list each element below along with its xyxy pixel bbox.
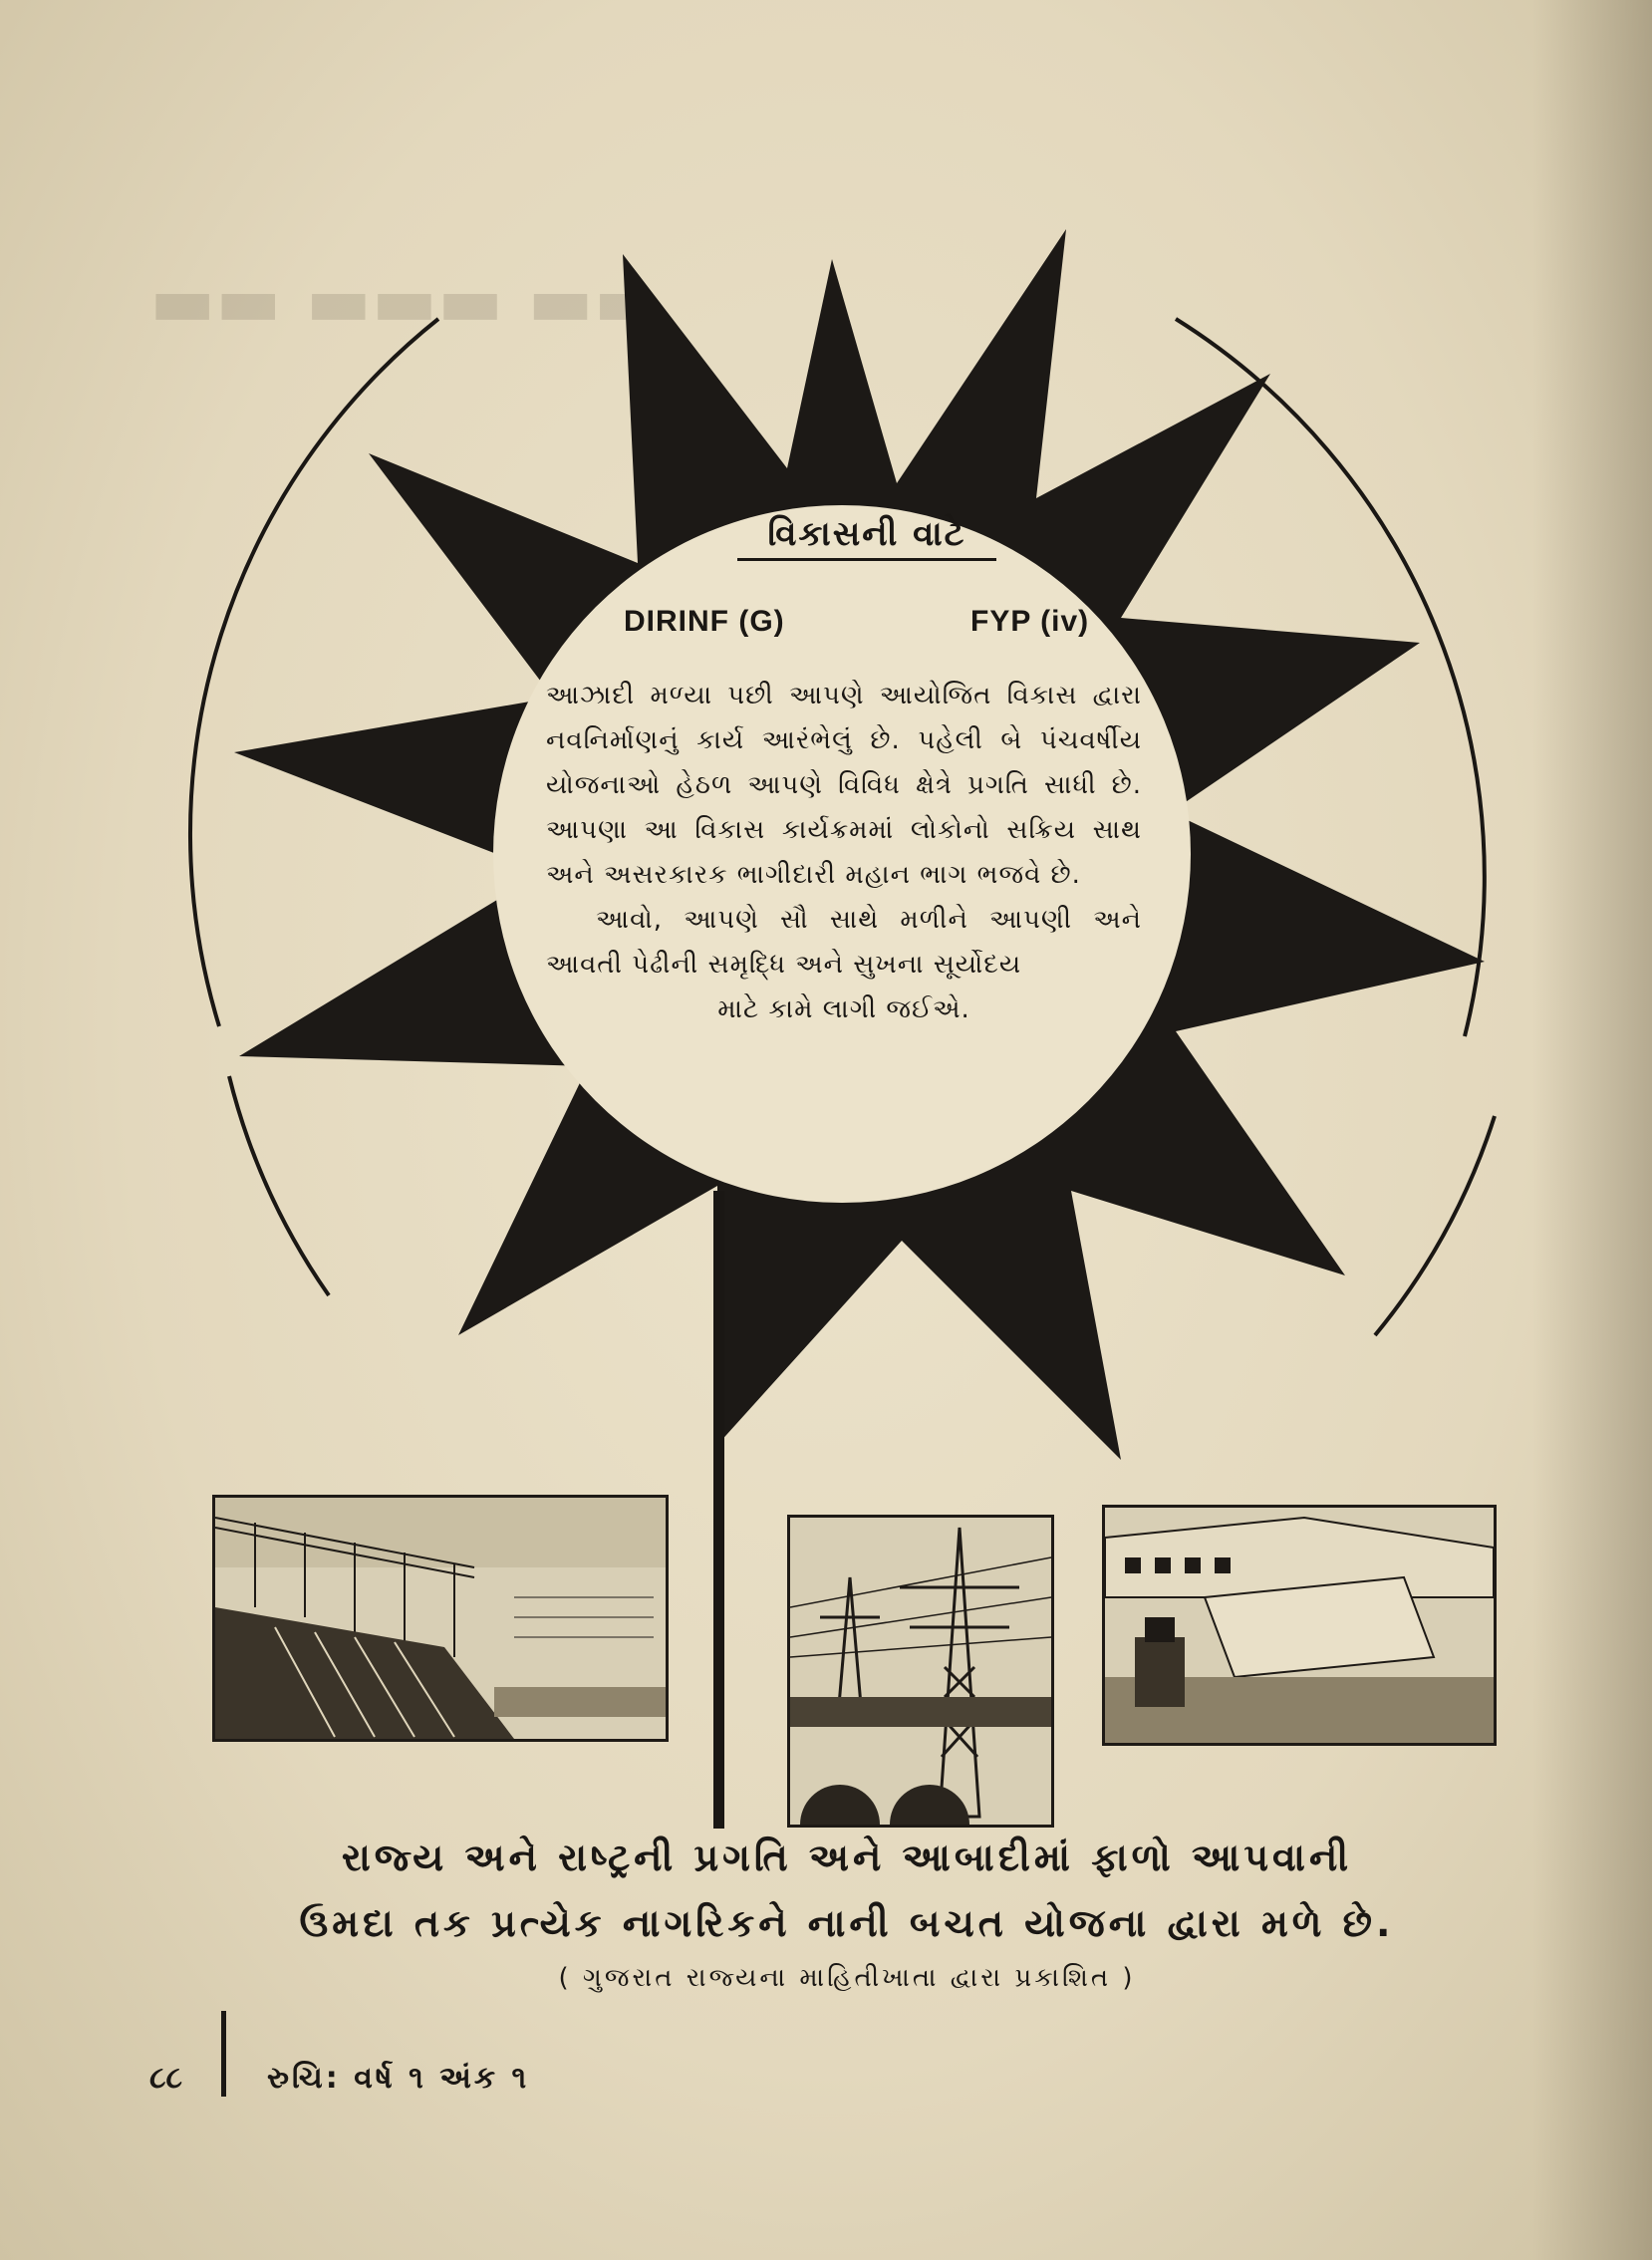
factory-image bbox=[1102, 1505, 1497, 1746]
dam-drawing bbox=[215, 1498, 666, 1739]
poster-body bbox=[546, 674, 1142, 1032]
poster-paragraph-3: માટે કામે લાગી જઈએ. bbox=[717, 994, 970, 1024]
poster-heading: વિકાસની વાટે bbox=[737, 514, 996, 561]
caption-line-2: ઉમદા તક પ્રત્યેક નાગરિકને નાની બચત યોજના દ્વારા મળે છે. bbox=[299, 1901, 1395, 1945]
credit-line: ( ગુજરાત રાજ્યના માહિતીખાતા દ્વારા પ્રકાશિત ) bbox=[558, 1963, 1136, 1993]
poster-code-right: FYP (iv) bbox=[970, 605, 1090, 638]
magazine-issue: રુચિ: વર્ષ ૧ અંક ૧ bbox=[267, 2061, 530, 2096]
caption-line-1: રાજ્ય અને રાષ્ટ્રની પ્રગતિ અને આબાદીમાં ફાળો આપવાની bbox=[341, 1836, 1353, 1879]
poster-paragraph-2: આવો, આપણે સૌ સાથે મળીને આપણી અને આવતી પેઢીની સમૃદ્ધિ અને સુખના સૂર્યોદય bbox=[546, 905, 1142, 980]
dam-image bbox=[212, 1495, 669, 1742]
sun-outer-arc-left bbox=[190, 319, 438, 1026]
power-tower-image bbox=[787, 1515, 1054, 1828]
page-number: ૮૮ bbox=[149, 2061, 182, 2096]
show-through-text: ▬▬ ▬▬▬ ▬▬ bbox=[149, 259, 660, 342]
sun-outer-arc-lower-right bbox=[1375, 1116, 1495, 1335]
power-tower-drawing bbox=[790, 1518, 1051, 1825]
factory-drawing bbox=[1105, 1508, 1494, 1743]
sun-stem bbox=[713, 1191, 724, 1829]
footer-divider bbox=[221, 2011, 226, 2097]
sun-outer-arc-lower-left bbox=[229, 1076, 329, 1295]
poster-code-left: DIRINF (G) bbox=[624, 605, 785, 638]
poster-paragraph-1: આઝાદી મળ્યા પછી આપણે આયોજિત વિકાસ દ્વારા નવનિર્માણનું કાર્ય આરંભેલું છે. પહેલી બે પંચવર્ષીય યોજનાઓ હેઠળ આપણે વિવિધ ક્ષેત્રે પ્રગતિ સાધી છે. આપણા આ વિકાસ કાર્યક્રમમાં લોકોનો સક્રિય સાથ અને અસરકારક ભાગીદારી મહાન ભાગ ભજવે છે. bbox=[546, 681, 1142, 890]
